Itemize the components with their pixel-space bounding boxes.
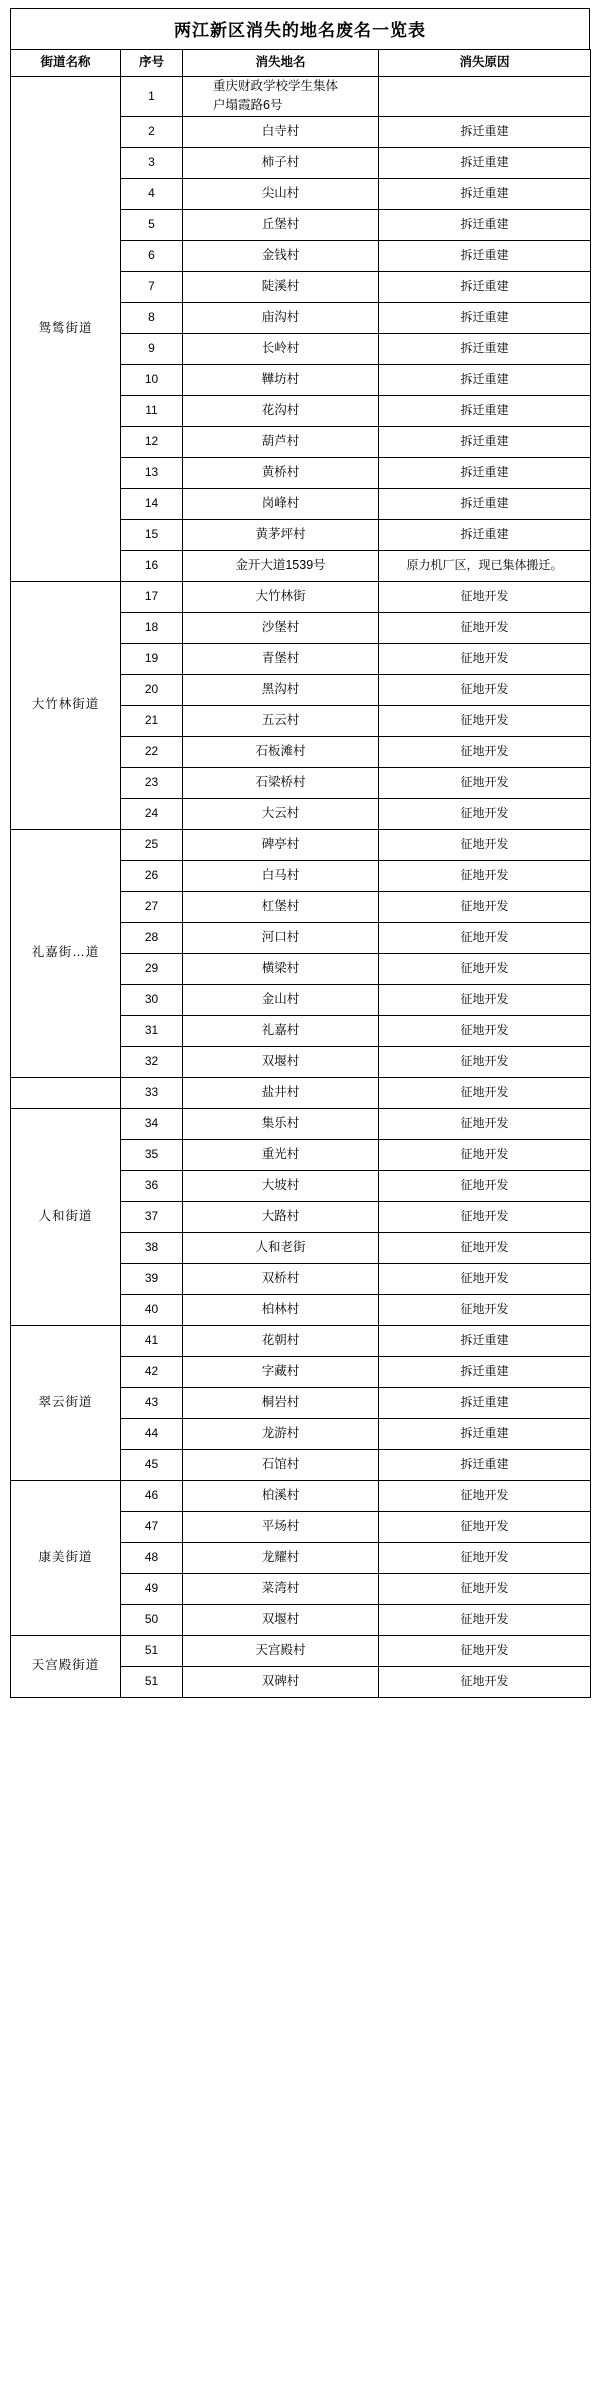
reason-cell: 征地开发	[379, 1542, 591, 1573]
placename-cell: 金开大道1539号	[183, 550, 379, 581]
placename-cell: 天宫殿村	[183, 1635, 379, 1666]
reason-cell: 征地开发	[379, 860, 591, 891]
row-number-cell: 15	[121, 519, 183, 550]
row-number-cell: 14	[121, 488, 183, 519]
reason-cell: 拆迁重建	[379, 1418, 591, 1449]
placename-cell: 石梁桥村	[183, 767, 379, 798]
reason-cell: 征地开发	[379, 984, 591, 1015]
street-name-cell: 大竹林街道	[11, 581, 121, 829]
placename-cell: 白马村	[183, 860, 379, 891]
reason-cell: 征地开发	[379, 643, 591, 674]
row-number-cell: 8	[121, 302, 183, 333]
reason-cell: 征地开发	[379, 581, 591, 612]
placename-cell: 花沟村	[183, 395, 379, 426]
placename-cell: 双碑村	[183, 1666, 379, 1697]
placename-cell: 碑亭村	[183, 829, 379, 860]
reason-cell: 拆迁重建	[379, 364, 591, 395]
table-row	[11, 1480, 591, 1511]
placename-cell: 河口村	[183, 922, 379, 953]
street-name-cell: 礼嘉街…道	[11, 829, 121, 1077]
reason-cell: 征地开发	[379, 1263, 591, 1294]
placename-line: 户塌霞路6号	[213, 98, 283, 113]
street-name-cell	[11, 1077, 121, 1108]
row-number-cell: 48	[121, 1542, 183, 1573]
reason-cell: 征地开发	[379, 1480, 591, 1511]
reason-cell: 拆迁重建	[379, 302, 591, 333]
street-name-cell: 翠云街道	[11, 1325, 121, 1480]
reason-cell: 拆迁重建	[379, 1449, 591, 1480]
table-row	[11, 829, 591, 860]
reason-cell: 原力机厂区，现已集体搬迁。	[379, 550, 591, 581]
row-number-cell: 3	[121, 147, 183, 178]
table-header-row	[11, 50, 591, 77]
table-row	[11, 77, 591, 117]
reason-cell: 征地开发	[379, 1077, 591, 1108]
reason-cell: 征地开发	[379, 736, 591, 767]
row-number-cell: 6	[121, 240, 183, 271]
row-number-cell: 32	[121, 1046, 183, 1077]
placename-cell	[183, 77, 379, 117]
reason-cell: 征地开发	[379, 891, 591, 922]
reason-cell: 征地开发	[379, 1015, 591, 1046]
row-number-cell: 10	[121, 364, 183, 395]
placename-cell: 双堰村	[183, 1604, 379, 1635]
reason-cell: 拆迁重建	[379, 395, 591, 426]
reason-cell: 征地开发	[379, 1604, 591, 1635]
reason-cell: 征地开发	[379, 1201, 591, 1232]
reason-cell: 征地开发	[379, 612, 591, 643]
column-header-street: 街道名称	[11, 50, 121, 77]
reason-cell: 拆迁重建	[379, 1325, 591, 1356]
row-number-cell: 1	[121, 77, 183, 117]
placename-cell: 平场村	[183, 1511, 379, 1542]
reason-cell	[379, 77, 591, 117]
placename-cell: 鞾坊村	[183, 364, 379, 395]
reason-cell: 征地开发	[379, 1170, 591, 1201]
reason-cell: 征地开发	[379, 1573, 591, 1604]
placename-cell: 长岭村	[183, 333, 379, 364]
row-number-cell: 37	[121, 1201, 183, 1232]
table-row	[11, 1108, 591, 1139]
reason-cell: 征地开发	[379, 1635, 591, 1666]
placename-cell: 大云村	[183, 798, 379, 829]
row-number-cell: 51	[121, 1666, 183, 1697]
reason-cell: 征地开发	[379, 1294, 591, 1325]
row-number-cell: 41	[121, 1325, 183, 1356]
placename-cell: 桐岩村	[183, 1387, 379, 1418]
row-number-cell: 45	[121, 1449, 183, 1480]
row-number-cell: 42	[121, 1356, 183, 1387]
street-name-cell: 鸳鸶街道	[11, 77, 121, 582]
placename-cell: 石板滩村	[183, 736, 379, 767]
placename-cell: 庙沟村	[183, 302, 379, 333]
row-number-cell: 33	[121, 1077, 183, 1108]
placename-cell: 尖山村	[183, 178, 379, 209]
reason-cell: 征地开发	[379, 1511, 591, 1542]
placename-cell: 杠堡村	[183, 891, 379, 922]
column-header-reason: 消失原因	[379, 50, 591, 77]
row-number-cell: 18	[121, 612, 183, 643]
reason-cell: 征地开发	[379, 829, 591, 860]
table-row	[11, 1077, 591, 1108]
row-number-cell: 31	[121, 1015, 183, 1046]
row-number-cell: 25	[121, 829, 183, 860]
table-row	[11, 581, 591, 612]
street-name-cell: 人和街道	[11, 1108, 121, 1325]
placename-cell: 石馆村	[183, 1449, 379, 1480]
placename-cell: 柏林村	[183, 1294, 379, 1325]
placename-cell: 人和老街	[183, 1232, 379, 1263]
placename-cell: 花朝村	[183, 1325, 379, 1356]
placename-cell: 大坡村	[183, 1170, 379, 1201]
reason-cell: 征地开发	[379, 705, 591, 736]
placename-cell: 菜湾村	[183, 1573, 379, 1604]
placename-cell: 柏溪村	[183, 1480, 379, 1511]
reason-cell: 征地开发	[379, 1232, 591, 1263]
reason-cell: 征地开发	[379, 1108, 591, 1139]
placename-cell: 葫芦村	[183, 426, 379, 457]
row-number-cell: 43	[121, 1387, 183, 1418]
placename-cell: 龙游村	[183, 1418, 379, 1449]
column-header-name: 消失地名	[183, 50, 379, 77]
placename-line: 重庆财政学校学生集体	[213, 79, 339, 93]
reason-cell: 拆迁重建	[379, 116, 591, 147]
reason-cell: 拆迁重建	[379, 271, 591, 302]
row-number-cell: 27	[121, 891, 183, 922]
column-header-no: 序号	[121, 50, 183, 77]
row-number-cell: 5	[121, 209, 183, 240]
placename-cell: 陡溪村	[183, 271, 379, 302]
row-number-cell: 38	[121, 1232, 183, 1263]
placename-cell: 五云村	[183, 705, 379, 736]
reason-cell: 征地开发	[379, 922, 591, 953]
placename-cell: 黑沟村	[183, 674, 379, 705]
placename-cell: 大路村	[183, 1201, 379, 1232]
placename-cell: 黄茅坪村	[183, 519, 379, 550]
placename-cell: 盐井村	[183, 1077, 379, 1108]
placename-cell: 横梁村	[183, 953, 379, 984]
row-number-cell: 47	[121, 1511, 183, 1542]
reason-cell: 征地开发	[379, 674, 591, 705]
reason-cell: 拆迁重建	[379, 178, 591, 209]
row-number-cell: 4	[121, 178, 183, 209]
row-number-cell: 20	[121, 674, 183, 705]
table-header	[11, 50, 591, 77]
placename-cell: 金山村	[183, 984, 379, 1015]
placename-cell: 金钱村	[183, 240, 379, 271]
row-number-cell: 30	[121, 984, 183, 1015]
row-number-cell: 28	[121, 922, 183, 953]
row-number-cell: 35	[121, 1139, 183, 1170]
reason-cell: 拆迁重建	[379, 147, 591, 178]
street-name-cell: 康美街道	[11, 1480, 121, 1635]
row-number-cell: 11	[121, 395, 183, 426]
disappeared-placenames-table	[10, 49, 591, 1698]
reason-cell: 拆迁重建	[379, 1387, 591, 1418]
placename-cell: 龙耀村	[183, 1542, 379, 1573]
placename-cell: 柿子村	[183, 147, 379, 178]
placename-cell: 双堰村	[183, 1046, 379, 1077]
row-number-cell: 46	[121, 1480, 183, 1511]
row-number-cell: 19	[121, 643, 183, 674]
placename-cell: 白寺村	[183, 116, 379, 147]
placename-cell: 沙堡村	[183, 612, 379, 643]
row-number-cell: 7	[121, 271, 183, 302]
row-number-cell: 9	[121, 333, 183, 364]
placename-cell: 礼嘉村	[183, 1015, 379, 1046]
row-number-cell: 17	[121, 581, 183, 612]
reason-cell: 拆迁重建	[379, 519, 591, 550]
reason-cell: 征地开发	[379, 1139, 591, 1170]
row-number-cell: 49	[121, 1573, 183, 1604]
row-number-cell: 40	[121, 1294, 183, 1325]
row-number-cell: 24	[121, 798, 183, 829]
reason-cell: 拆迁重建	[379, 1356, 591, 1387]
row-number-cell: 22	[121, 736, 183, 767]
placename-cell: 岗峰村	[183, 488, 379, 519]
row-number-cell: 29	[121, 953, 183, 984]
reason-cell: 拆迁重建	[379, 457, 591, 488]
reason-cell: 拆迁重建	[379, 488, 591, 519]
placename-cell: 青堡村	[183, 643, 379, 674]
row-number-cell: 34	[121, 1108, 183, 1139]
reason-cell: 拆迁重建	[379, 333, 591, 364]
table-row	[11, 1325, 591, 1356]
row-number-cell: 12	[121, 426, 183, 457]
street-name-cell: 天宫殿街道	[11, 1635, 121, 1697]
row-number-cell: 26	[121, 860, 183, 891]
placename-cell: 集乐村	[183, 1108, 379, 1139]
row-number-cell: 36	[121, 1170, 183, 1201]
reason-cell: 征地开发	[379, 767, 591, 798]
reason-cell: 拆迁重建	[379, 240, 591, 271]
reason-cell: 征地开发	[379, 1046, 591, 1077]
row-number-cell: 44	[121, 1418, 183, 1449]
placename-cell: 黄桥村	[183, 457, 379, 488]
placename-cell: 字藏村	[183, 1356, 379, 1387]
row-number-cell: 16	[121, 550, 183, 581]
placename-cell: 重光村	[183, 1139, 379, 1170]
row-number-cell: 51	[121, 1635, 183, 1666]
reason-cell: 拆迁重建	[379, 209, 591, 240]
reason-cell: 征地开发	[379, 953, 591, 984]
row-number-cell: 39	[121, 1263, 183, 1294]
table-row	[11, 1635, 591, 1666]
placename-cell: 丘堡村	[183, 209, 379, 240]
row-number-cell: 23	[121, 767, 183, 798]
placename-cell: 双桥村	[183, 1263, 379, 1294]
placename-cell: 大竹林街	[183, 581, 379, 612]
row-number-cell: 2	[121, 116, 183, 147]
reason-cell: 征地开发	[379, 1666, 591, 1697]
row-number-cell: 13	[121, 457, 183, 488]
row-number-cell: 21	[121, 705, 183, 736]
reason-cell: 拆迁重建	[379, 426, 591, 457]
page-title: 两江新区消失的地名废名一览表	[10, 8, 590, 49]
reason-cell: 征地开发	[379, 798, 591, 829]
table-body	[11, 77, 591, 1698]
row-number-cell: 50	[121, 1604, 183, 1635]
